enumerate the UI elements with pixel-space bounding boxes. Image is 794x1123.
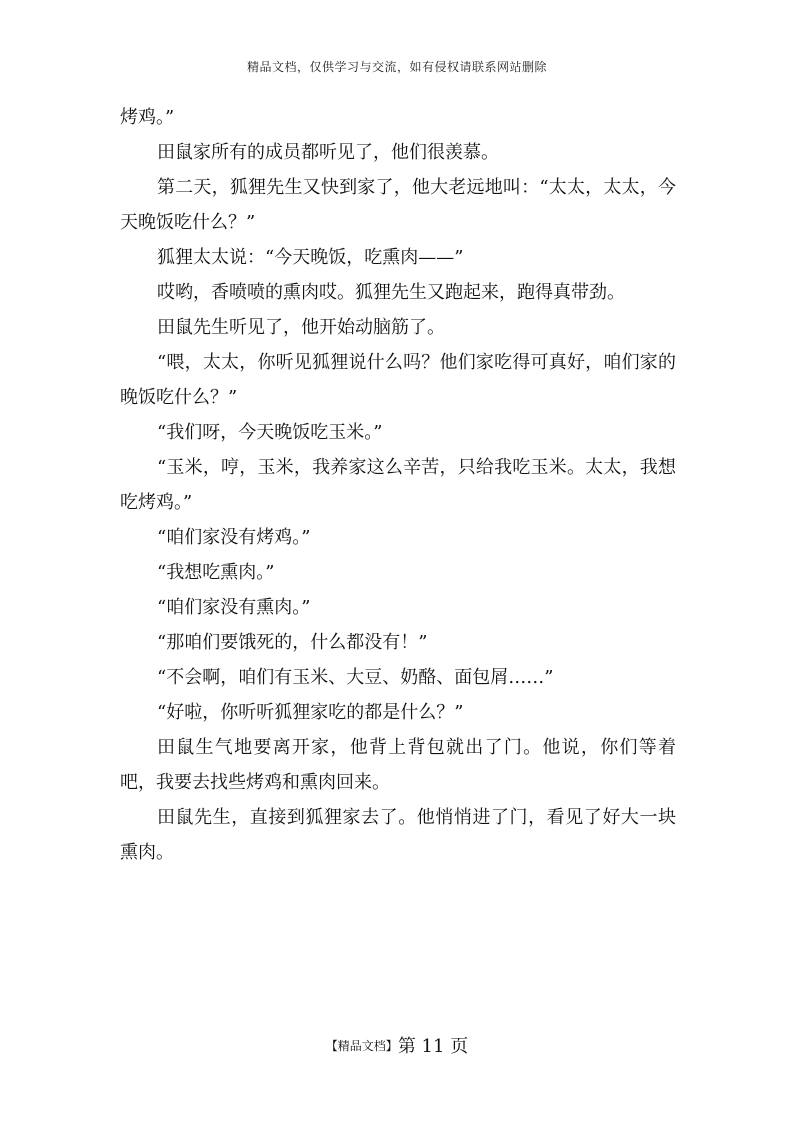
paragraph-7: “喂，太太，你听见狐狸说什么吗？他们家吃得可真好，咱们家的晚饭吃什么？” bbox=[120, 352, 676, 408]
paragraph-14: “不会啊，咱们有玉米、大豆、奶酪、面包屑……” bbox=[157, 667, 554, 688]
page-footer bbox=[0, 1032, 794, 1058]
page-number-suffix: 页 bbox=[450, 1036, 469, 1057]
paragraph-16: 田鼠生气地要离开家，他背上背包就出了门。他说，你们等着吧，我要去找些烤鸡和熏肉回来。 bbox=[120, 737, 676, 793]
paragraph-1: 烤鸡。” bbox=[120, 107, 175, 128]
page-number-prefix: 第 bbox=[397, 1036, 416, 1057]
paragraph-9: “玉米，哼，玉米，我养家这么辛苦，只给我吃玉米。太太，我想吃烤鸡。” bbox=[120, 457, 676, 513]
paragraph-6: 田鼠先生听见了，他开始动脑筋了。 bbox=[157, 317, 445, 338]
paragraph-15: “好啦，你听听狐狸家吃的都是什么？” bbox=[157, 702, 464, 723]
paragraph-12: “咱们家没有熏肉。” bbox=[157, 597, 311, 618]
paragraph-4: 狐狸太太说：“今天晚饭，吃熏肉——” bbox=[157, 247, 464, 268]
paragraph-11: “我想吃熏肉。” bbox=[157, 562, 275, 583]
paragraph-2: 田鼠家所有的成员都听见了，他们很羡慕。 bbox=[157, 142, 499, 163]
paragraph-17: 田鼠先生，直接到狐狸家去了。他悄悄进了门，看见了好大一块熏肉。 bbox=[120, 807, 676, 863]
page-number: 11 bbox=[421, 1036, 445, 1057]
paragraph-10: “咱们家没有烤鸡。” bbox=[157, 527, 311, 548]
document-body bbox=[120, 100, 676, 870]
paragraph-8: “我们呀，今天晚饭吃玉米。” bbox=[157, 422, 383, 443]
paragraph-5: 哎哟，香喷喷的熏肉哎。狐狸先生又跑起来，跑得真带劲。 bbox=[157, 282, 625, 303]
footer-tag: 【精品文档】 bbox=[325, 1039, 398, 1053]
paragraph-13: “那咱们要饿死的，什么都没有！” bbox=[157, 632, 428, 653]
page-header: 精品文档，仅供学习与交流，如有侵权请联系网站删除 bbox=[246, 60, 547, 74]
paragraph-3: 第二天，狐狸先生又快到家了，他大老远地叫：“太太，太太，今天晚饭吃什么？” bbox=[120, 177, 676, 233]
